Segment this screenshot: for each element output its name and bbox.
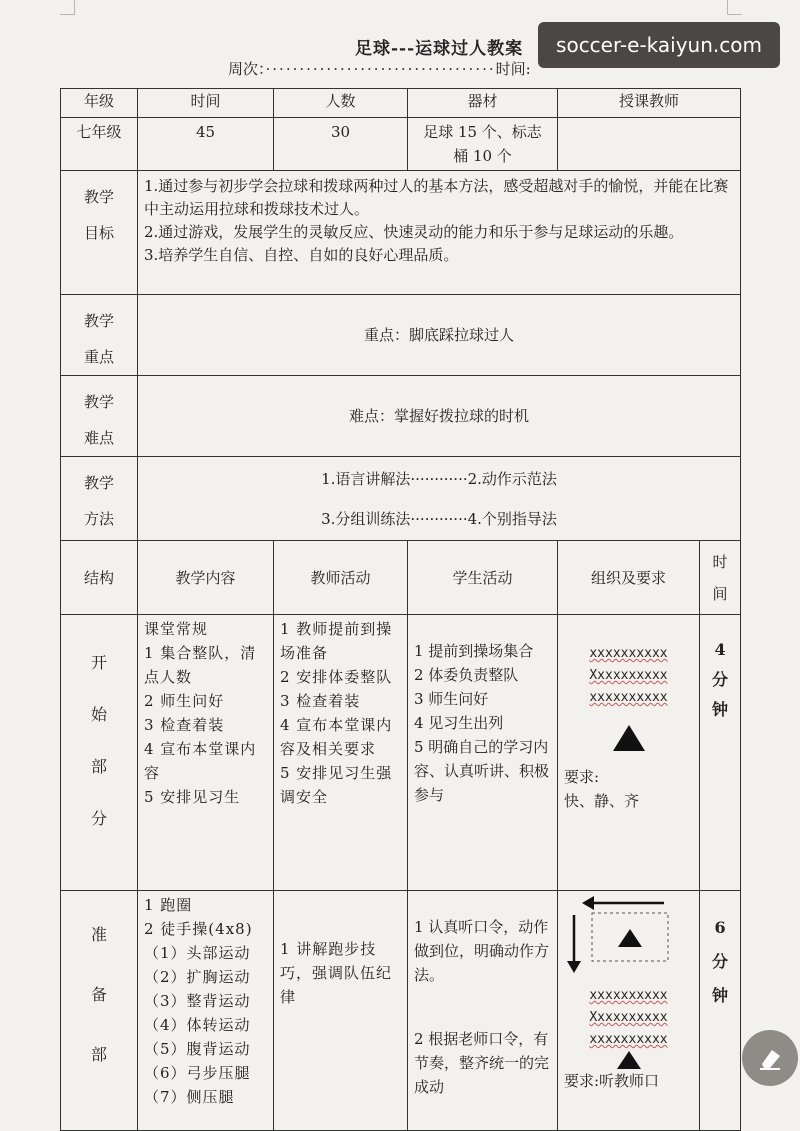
time-label: 时间: xyxy=(495,60,531,78)
goal-label-2: 目标 xyxy=(83,224,114,242)
time-unit-char: 分 xyxy=(712,670,729,689)
list-item: 3 检查着装 xyxy=(144,716,225,734)
key-point-row xyxy=(61,295,741,376)
prep-student-activity xyxy=(408,891,558,1131)
start-student-activity xyxy=(408,615,558,891)
crop-mark xyxy=(727,0,742,15)
method-label-2: 方法 xyxy=(83,510,114,528)
watermark-badge: soccer-e-kaiyun.com xyxy=(538,22,780,68)
header-count: 人数 xyxy=(274,89,408,118)
header-equipment: 器材 xyxy=(408,89,558,118)
formation-row: Xxxxxxxxxx xyxy=(589,668,668,683)
prep-time xyxy=(700,891,741,1131)
list-item: 3 检查着装 xyxy=(280,692,361,710)
start-teacher-activity xyxy=(274,615,408,891)
start-time xyxy=(700,615,741,891)
difficulty-label-2: 难点 xyxy=(83,429,114,447)
list-item: 1 教师提前到操场准备 xyxy=(280,620,393,662)
method-line-1: 1.语言讲解法············2.动作示范法 xyxy=(321,469,557,488)
list-item: 1 认真听口令，动作做到位，明确动作方法。 xyxy=(414,918,550,984)
time-value: 6 xyxy=(714,918,726,937)
goal-line-1: 1.通过参与初步学会拉球和拨球两种过人的基本方法，感受超越对手的愉悦，并能在比赛中主动运用拉球和拨球技术过人。 xyxy=(144,177,729,218)
start-label-char: 部 xyxy=(90,757,107,776)
header-time: 时间 xyxy=(138,89,274,118)
start-section-row xyxy=(61,615,741,891)
teacher-activity-header: 教师活动 xyxy=(274,541,408,615)
goal-label-1: 教学 xyxy=(83,188,114,206)
method-label-1: 教学 xyxy=(83,474,114,492)
structure-header: 结构 xyxy=(61,541,138,615)
list-item: 1 讲解跑步技巧，强调队伍纪律 xyxy=(280,940,393,1006)
info-count: 30 xyxy=(274,118,408,171)
header-grade: 年级 xyxy=(61,89,138,118)
info-row xyxy=(61,118,741,171)
arrow-head-left-icon xyxy=(582,896,594,910)
goal-line-2: 2.通过游戏，发展学生的灵敏反应、快速灵动的能力和乐于参与足球运动的乐趣。 xyxy=(144,223,684,241)
list-item: 2 安排体委整队 xyxy=(280,668,393,686)
list-item: 4 宣布本堂课内容 xyxy=(144,740,257,782)
list-item: 5 安排见习生强调安全 xyxy=(280,764,393,806)
method-text xyxy=(138,457,741,541)
list-item: （7）侧压腿 xyxy=(144,1088,235,1106)
key-point-text: 重点：脚底踩拉球过人 xyxy=(138,295,741,376)
goal-row xyxy=(61,171,741,295)
info-teacher xyxy=(558,118,741,171)
prep-organization xyxy=(558,891,700,1131)
difficulty-text: 难点：掌握好拨拉球的时机 xyxy=(138,376,741,457)
eraser-icon xyxy=(756,1044,784,1072)
list-item: 1 提前到操场集合 xyxy=(414,642,534,660)
start-label-char: 开 xyxy=(90,653,107,672)
list-item: 4 见习生出列 xyxy=(414,714,504,732)
week-line xyxy=(228,58,531,79)
formation-row: xxxxxxxxxx xyxy=(589,1032,668,1047)
formation-row: xxxxxxxxxx xyxy=(589,646,668,661)
list-item: 课堂常规 xyxy=(144,620,209,638)
running-route-diagram xyxy=(564,893,694,985)
list-item: 2 师生问好 xyxy=(144,692,225,710)
start-label-char: 始 xyxy=(90,705,107,724)
time-header xyxy=(700,541,741,615)
list-item: （3）整背运动 xyxy=(144,992,251,1010)
start-organization xyxy=(558,615,700,891)
teacher-position-icon xyxy=(613,725,645,751)
list-item: （5）腹背运动 xyxy=(144,1040,251,1058)
time-unit-char: 钟 xyxy=(712,986,729,1005)
prep-teacher-activity xyxy=(274,891,408,1131)
teacher-position-icon xyxy=(617,1051,641,1069)
formation-diagram xyxy=(564,985,693,1069)
time-header-1: 时 xyxy=(712,552,728,571)
list-item: 1 集合整队，清点人数 xyxy=(144,644,257,686)
info-time: 45 xyxy=(138,118,274,171)
key-point-label-1: 教学 xyxy=(83,312,114,330)
difficulty-label xyxy=(61,376,138,457)
info-grade: 七年级 xyxy=(61,118,138,171)
list-item: 2 根据老师口令，有节奏，整齐统一的完成动 xyxy=(414,1030,550,1096)
prep-label-char: 准 xyxy=(90,925,107,944)
goal-label xyxy=(61,171,138,295)
difficulty-label-1: 教学 xyxy=(83,393,114,411)
document-title: 足球---运球过人教案 xyxy=(355,39,524,59)
key-point-label-2: 重点 xyxy=(83,348,114,366)
formation-row: xxxxxxxxxx xyxy=(589,690,668,705)
week-dots: ·································· xyxy=(265,60,496,78)
float-action-button[interactable] xyxy=(742,1030,798,1086)
difficulty-row xyxy=(61,376,741,457)
teacher-position-icon xyxy=(618,929,642,947)
formation-row: Xxxxxxxxxx xyxy=(589,1010,668,1025)
list-item: （4）体转运动 xyxy=(144,1016,251,1034)
formation-diagram xyxy=(564,643,693,751)
content-header: 教学内容 xyxy=(138,541,274,615)
arrow-head-down-icon xyxy=(567,961,581,973)
list-item: 3 师生问好 xyxy=(414,690,489,708)
list-item: （1）头部运动 xyxy=(144,944,251,962)
prep-label-char: 备 xyxy=(90,985,107,1004)
org-header: 组织及要求 xyxy=(558,541,700,615)
list-item: （2）扩胸运动 xyxy=(144,968,251,986)
method-row xyxy=(61,457,741,541)
list-item: 1 跑圈 xyxy=(144,896,193,914)
start-section-label xyxy=(61,615,138,891)
goal-line-3: 3.培养学生自信、自控、自如的良好心理品质。 xyxy=(144,246,459,264)
list-item: 2 体委负责整队 xyxy=(414,666,519,684)
header-row xyxy=(61,89,741,118)
time-header-2: 间 xyxy=(712,584,728,603)
prep-section-label xyxy=(61,891,138,1131)
goal-text xyxy=(138,171,741,295)
prep-section-row xyxy=(61,891,741,1131)
key-point-label xyxy=(61,295,138,376)
list-item: 4 宣布本堂课内容及相关要求 xyxy=(280,716,393,758)
info-equipment: 足球 15 个、标志桶 10 个 xyxy=(408,118,558,171)
time-value: 4 xyxy=(714,640,726,659)
list-item: （6）弓步压腿 xyxy=(144,1064,251,1082)
start-content xyxy=(138,615,274,891)
requirement-text: 快、静、齐 xyxy=(564,792,640,810)
start-label-char: 分 xyxy=(90,809,107,828)
header-teacher: 授课教师 xyxy=(558,89,741,118)
student-activity-header: 学生活动 xyxy=(408,541,558,615)
time-unit-char: 钟 xyxy=(712,700,729,719)
structure-header-row xyxy=(61,541,741,615)
requirement-label: 要求: xyxy=(564,768,600,786)
crop-mark xyxy=(60,0,75,15)
method-line-2: 3.分组训练法············4.个别指导法 xyxy=(321,509,557,528)
formation-row: xxxxxxxxxx xyxy=(589,988,668,1003)
requirement-text: 要求:听教师口 xyxy=(564,1072,660,1090)
list-item: 2 徒手操(4x8) xyxy=(144,920,253,938)
list-item: 5 安排见习生 xyxy=(144,788,241,806)
list-item: 5 明确自己的学习内容、认真听讲、积极参与 xyxy=(414,738,550,804)
method-label xyxy=(61,457,138,541)
prep-content xyxy=(138,891,274,1131)
prep-label-char: 部 xyxy=(90,1045,107,1064)
time-unit-char: 分 xyxy=(712,952,729,971)
week-label: 周次： xyxy=(228,60,266,78)
lesson-plan-table xyxy=(60,88,741,1131)
